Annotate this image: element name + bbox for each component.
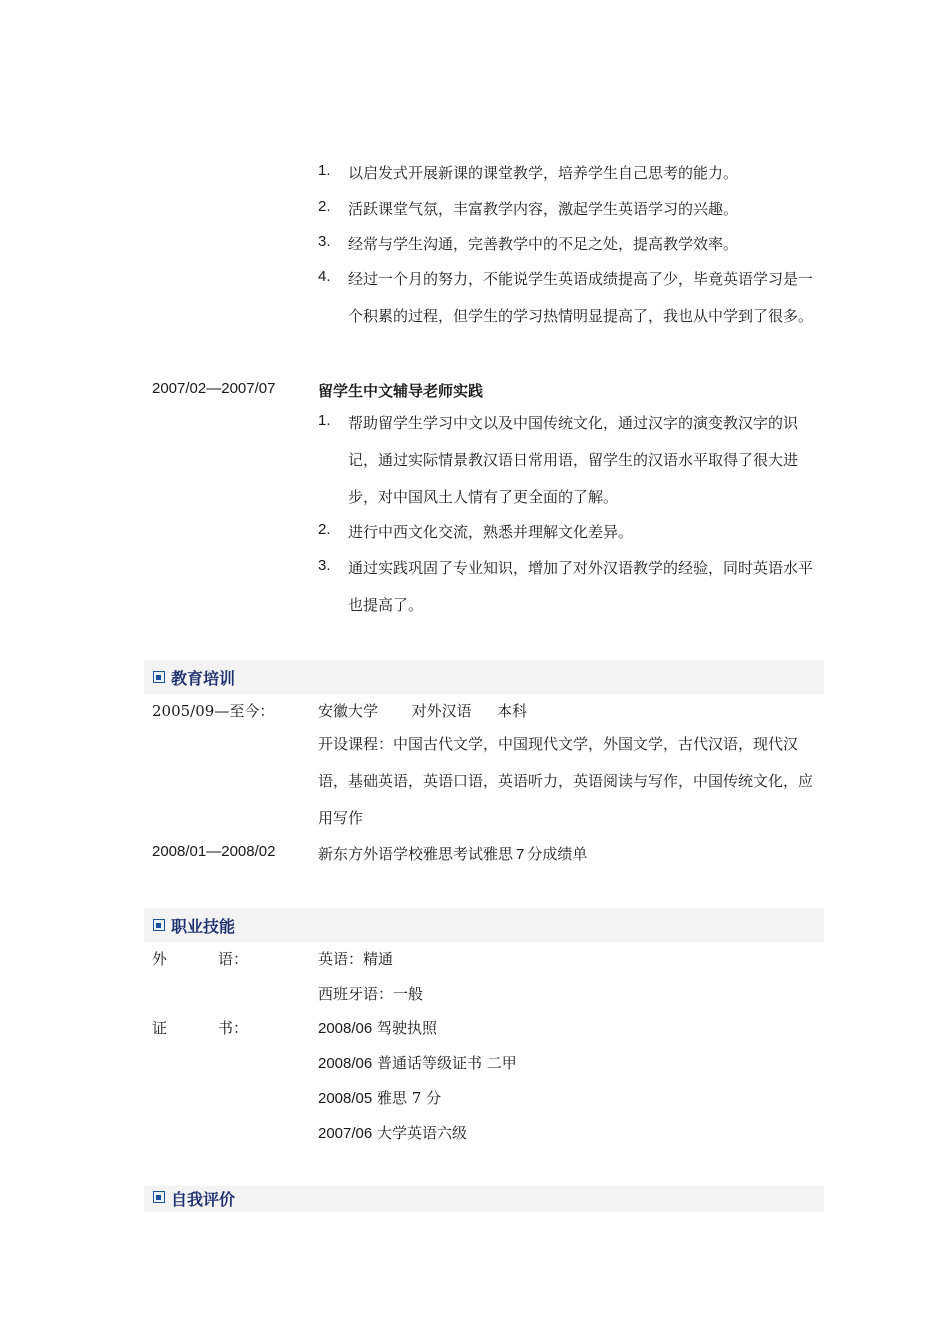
degree: 本科 [497, 702, 528, 720]
lang-item: 英语：精通 [318, 950, 394, 968]
item-text: 帮助留学生学习中文以及中国传统文化，通过汉字的演变教汉字的识记，通过实际情景教汉语日常用语，留学生的汉语水平取得了很大进步，对中国风土人情有了更全面的了解。 [348, 414, 799, 506]
item-number: 1. [318, 162, 331, 179]
section-bullet-icon [153, 919, 165, 931]
edu-school-line [318, 700, 527, 721]
item-number: 2. [318, 521, 331, 538]
section-bullet-icon [153, 1191, 165, 1203]
job-date: 2007/02—2007/07 [152, 380, 276, 397]
cert-item: 2008/05 雅思 7 分 [318, 1089, 442, 1107]
item-number: 2. [318, 198, 331, 215]
item-number: 1. [318, 412, 331, 429]
major: 对外汉语 [411, 702, 472, 720]
item-text: 进行中西文化交流，熟悉并理解文化差异。 [348, 523, 634, 541]
cert-item: 2008/06 普通话等级证书 二甲 [318, 1054, 517, 1072]
section-title: 职业技能 [171, 917, 236, 936]
cert-label-b: 书： [218, 1019, 249, 1037]
edu-date: 2005/09—至今： [152, 702, 275, 720]
item-text: 以启发式开展新课的课堂教学，培养学生自己思考的能力。 [348, 164, 739, 182]
item-text: 经过一个月的努力，不能说学生英语成绩提高了少，毕竟英语学习是一个积累的过程，但学生的学习热情明显提高了，我也从中学到了很多。 [348, 270, 814, 325]
item-text: 活跃课堂气氛，丰富教学内容，激起学生英语学习的兴趣。 [348, 200, 739, 218]
edu-ielts-line: 新东方外语学校雅思考试雅思 7 分成绩单 [318, 845, 588, 863]
section-title: 教育培训 [171, 669, 236, 688]
item-text: 通过实践巩固了专业知识，增加了对外汉语教学的经验，同时英语水平也提高了。 [348, 559, 814, 614]
edu-date-2: 2008/01—2008/02 [152, 843, 276, 860]
lang-label-b: 语： [218, 950, 249, 968]
section-header-skills [144, 908, 824, 942]
section-header-self-eval [144, 1186, 824, 1212]
edu-courses: 开设课程：中国古代文学，中国现代文学，外国文学，古代汉语，现代汉语，基础英语，英语口语，英语听力，英语阅读与写作，中国传统文化，应用写作 [318, 735, 814, 827]
section-bullet-icon [153, 671, 165, 683]
item-number: 4. [318, 268, 331, 285]
job-title: 留学生中文辅导老师实践 [318, 382, 484, 400]
lang-label-a: 外 [152, 950, 168, 968]
cert-item: 2007/06 大学英语六级 [318, 1124, 468, 1142]
item-text: 经常与学生沟通，完善教学中的不足之处，提高教学效率。 [348, 235, 739, 253]
lang-item: 西班牙语：一般 [318, 985, 424, 1003]
cert-item: 2008/06 驾驶执照 [318, 1019, 438, 1037]
cert-label-a: 证 [152, 1019, 168, 1037]
school-name: 安徽大学 [318, 702, 379, 720]
section-header-education [144, 660, 824, 694]
item-number: 3. [318, 557, 331, 574]
item-number: 3. [318, 233, 331, 250]
section-title: 自我评价 [171, 1190, 236, 1209]
